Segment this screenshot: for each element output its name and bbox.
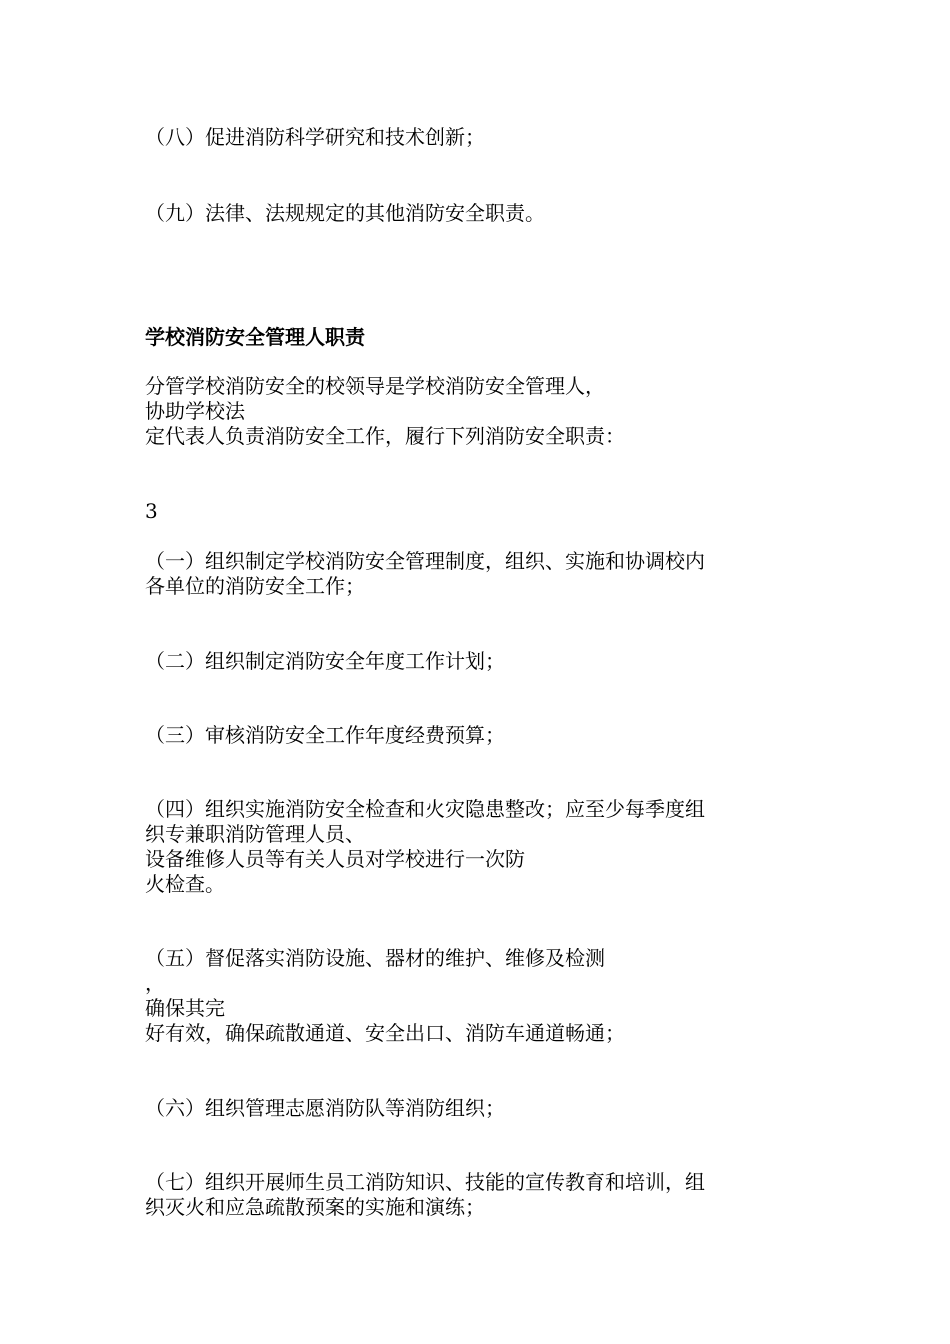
duty-item-6: （六）组织管理志愿消防队等消防组织； (145, 1096, 505, 1120)
duty-item-4-line-1: （四）组织实施消防安全检查和火灾隐患整改；应至少每季度组 (145, 797, 705, 821)
duty-item-1-line-2: 各单位的消防安全工作； (145, 574, 365, 598)
intro-line-2: 协助学校法 (145, 399, 245, 423)
duty-item-7-line-1: （七）组织开展师生员工消防知识、技能的宣传教育和培训，组 (145, 1170, 705, 1194)
duty-item-4-line-2: 织专兼职消防管理人员、 (145, 822, 365, 846)
duty-item-4-line-4: 火检查。 (145, 872, 225, 896)
page-number: 3 (145, 499, 158, 523)
duty-item-5-line-2: ， (145, 971, 165, 995)
duty-item-4-line-3: 设备维修人员等有关人员对学校进行一次防 (145, 847, 525, 871)
duty-item-5-line-1: （五）督促落实消防设施、器材的维护、维修及检测 (145, 946, 605, 970)
intro-line-1: 分管学校消防安全的校领导是学校消防安全管理人， (145, 374, 605, 398)
duty-item-8: （八）促进消防科学研究和技术创新； (145, 125, 485, 149)
duty-item-3: （三）审核消防安全工作年度经费预算； (145, 723, 505, 747)
duty-item-7-line-2: 织灭火和应急疏散预案的实施和演练； (145, 1195, 485, 1219)
duty-item-5-line-3: 确保其完 (145, 996, 225, 1020)
intro-line-3: 定代表人负责消防安全工作，履行下列消防安全职责： (145, 424, 625, 448)
section-title: 学校消防安全管理人职责 (145, 325, 365, 349)
duty-item-1-line-1: （一）组织制定学校消防安全管理制度，组织、实施和协调校内 (145, 549, 705, 573)
duty-item-9: （九）法律、法规规定的其他消防安全职责。 (145, 201, 545, 225)
duty-item-2: （二）组织制定消防安全年度工作计划； (145, 649, 505, 673)
duty-item-5-line-4: 好有效，确保疏散通道、安全出口、消防车通道畅通； (145, 1021, 625, 1045)
